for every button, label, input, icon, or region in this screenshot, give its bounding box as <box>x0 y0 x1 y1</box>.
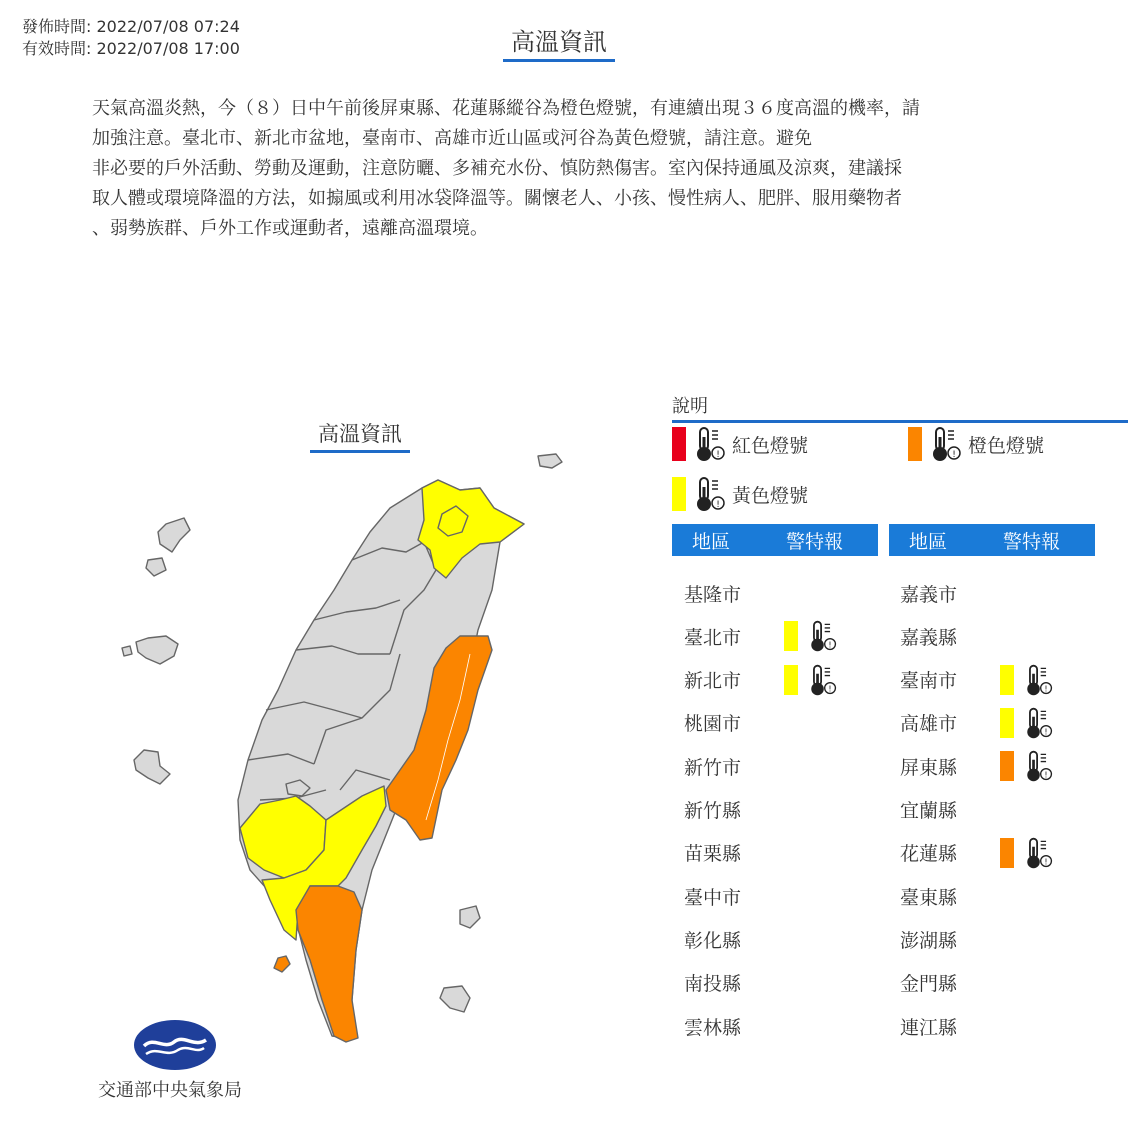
map-region-base <box>238 480 524 1038</box>
thermometer-warning-icon <box>1022 663 1054 697</box>
issue-time: 發佈時間: 2022/07/08 07:24 <box>22 17 240 36</box>
region-name: 宜蘭縣 <box>900 800 958 822</box>
svg-text:!: ! <box>952 450 956 460</box>
region-name: 臺北市 <box>684 626 742 649</box>
table-row <box>684 619 844 653</box>
table-row <box>900 879 1000 913</box>
description-line: 加強注意。臺北市、新北市盆地，臺南市、高雄市近山區或河谷為黃色燈號，請注意。避免 <box>92 128 812 149</box>
thermometer-warning-icon <box>692 425 726 463</box>
svg-text:!: ! <box>1044 684 1048 694</box>
alert-yellow <box>784 619 844 653</box>
table-row <box>900 663 1060 697</box>
table-row <box>684 793 784 827</box>
table-header-left <box>672 524 878 556</box>
valid-time: 有效時間: 2022/07/08 17:00 <box>22 39 240 58</box>
thermometer-warning-icon <box>1022 836 1054 870</box>
region-name: 花蓮縣 <box>900 843 958 866</box>
region-name: 彰化縣 <box>684 929 742 952</box>
description-line: 天氣高溫炎熱，今（８）日中午前後屏東縣、花蓮縣縱谷為橙色燈號，有連續出現３６度高溫的機率，請 <box>92 98 920 119</box>
legend-yellow <box>672 474 808 514</box>
column-alert: 警特報 <box>786 530 844 553</box>
table-row <box>900 706 1060 740</box>
alert-yellow <box>784 663 844 697</box>
svg-text:!: ! <box>1044 770 1048 780</box>
svg-text:!: ! <box>716 450 720 460</box>
description-line: 非必要的戶外活動、勞動及運動，注意防曬、多補充水份、慎防熱傷害。室內保持通風及涼爽，建議採 <box>92 158 902 179</box>
thermometer-warning-icon <box>806 663 838 697</box>
agency-name: 交通部中央氣象局 <box>98 1080 242 1101</box>
region-name: 連江縣 <box>900 1016 958 1039</box>
table-row <box>900 576 1000 610</box>
alert-yellow <box>1000 663 1060 697</box>
thermometer-warning-icon <box>1022 749 1054 783</box>
table-row <box>684 663 844 697</box>
table-row <box>684 576 784 610</box>
table-row <box>900 836 1060 870</box>
legend-orange-label: 橙色燈號 <box>968 434 1045 457</box>
orange-swatch <box>1000 838 1014 868</box>
table-row <box>684 749 784 783</box>
table-row <box>900 619 1000 653</box>
svg-text:!: ! <box>716 500 720 510</box>
region-name: 桃園市 <box>684 713 742 736</box>
column-region: 地區 <box>692 530 731 553</box>
region-name: 臺南市 <box>900 670 958 693</box>
description-line: 、弱勢族群、戶外工作或運動者，遠離高溫環境。 <box>92 218 488 239</box>
table-header-right <box>889 524 1095 556</box>
region-name: 嘉義市 <box>900 583 958 606</box>
yellow-swatch <box>784 665 798 695</box>
region-name: 澎湖縣 <box>900 929 958 952</box>
svg-text:!: ! <box>1044 727 1048 737</box>
table-row <box>684 706 784 740</box>
table-row <box>684 922 784 956</box>
red-swatch <box>672 427 686 461</box>
table-row <box>900 749 1060 783</box>
table-row <box>900 966 1000 1000</box>
svg-text:!: ! <box>828 640 832 650</box>
thermometer-warning-icon <box>806 619 838 653</box>
orange-swatch <box>1000 751 1014 781</box>
region-name: 臺東縣 <box>900 886 958 909</box>
region-name: 高雄市 <box>900 713 958 736</box>
map-title: 高溫資訊 <box>310 418 410 453</box>
thermometer-warning-icon <box>1022 706 1054 740</box>
column-region: 地區 <box>909 530 948 553</box>
region-name: 雲林縣 <box>684 1016 742 1039</box>
alert-orange <box>1000 749 1060 783</box>
table-row <box>900 922 1000 956</box>
region-name: 南投縣 <box>684 973 742 996</box>
thermometer-warning-icon <box>928 425 962 463</box>
page-title: 高溫資訊 <box>503 22 615 62</box>
description-line: 取人體或環境降溫的方法，如搧風或利用冰袋降溫等。關懷老人、小孩、慢性病人、肥胖、服用藥物者 <box>92 188 902 209</box>
legend-red <box>672 424 808 464</box>
region-name: 苗栗縣 <box>684 843 742 866</box>
yellow-swatch <box>672 477 686 511</box>
table-row <box>900 793 1000 827</box>
region-name: 金門縣 <box>900 973 958 996</box>
table-row <box>684 1009 784 1043</box>
region-name: 基隆市 <box>684 583 742 606</box>
taiwan-map <box>100 440 580 1060</box>
column-alert: 警特報 <box>1003 530 1061 553</box>
svg-text:!: ! <box>1044 857 1048 867</box>
region-name: 屏東縣 <box>900 756 958 779</box>
table-row <box>900 1009 1000 1043</box>
cwb-logo <box>132 1018 218 1072</box>
warning-description <box>92 94 1052 244</box>
yellow-swatch <box>784 621 798 651</box>
map-region-pingtung <box>296 886 362 1042</box>
table-row <box>684 879 784 913</box>
svg-text:!: ! <box>828 684 832 694</box>
legend-orange <box>908 424 1044 464</box>
region-name: 新竹市 <box>684 756 742 779</box>
thermometer-warning-icon <box>692 475 726 513</box>
orange-swatch <box>908 427 922 461</box>
region-name: 嘉義縣 <box>900 626 958 649</box>
legend-heading: 說明 <box>672 392 1128 423</box>
yellow-swatch <box>1000 665 1014 695</box>
region-name: 新北市 <box>684 670 742 693</box>
yellow-swatch <box>1000 708 1014 738</box>
region-name: 臺中市 <box>684 886 742 909</box>
alert-yellow <box>1000 706 1060 740</box>
table-row <box>684 966 784 1000</box>
legend-yellow-label: 黃色燈號 <box>732 484 809 507</box>
alert-orange <box>1000 836 1060 870</box>
legend-red-label: 紅色燈號 <box>732 434 809 457</box>
region-name: 新竹縣 <box>684 800 742 822</box>
table-row <box>684 836 784 870</box>
